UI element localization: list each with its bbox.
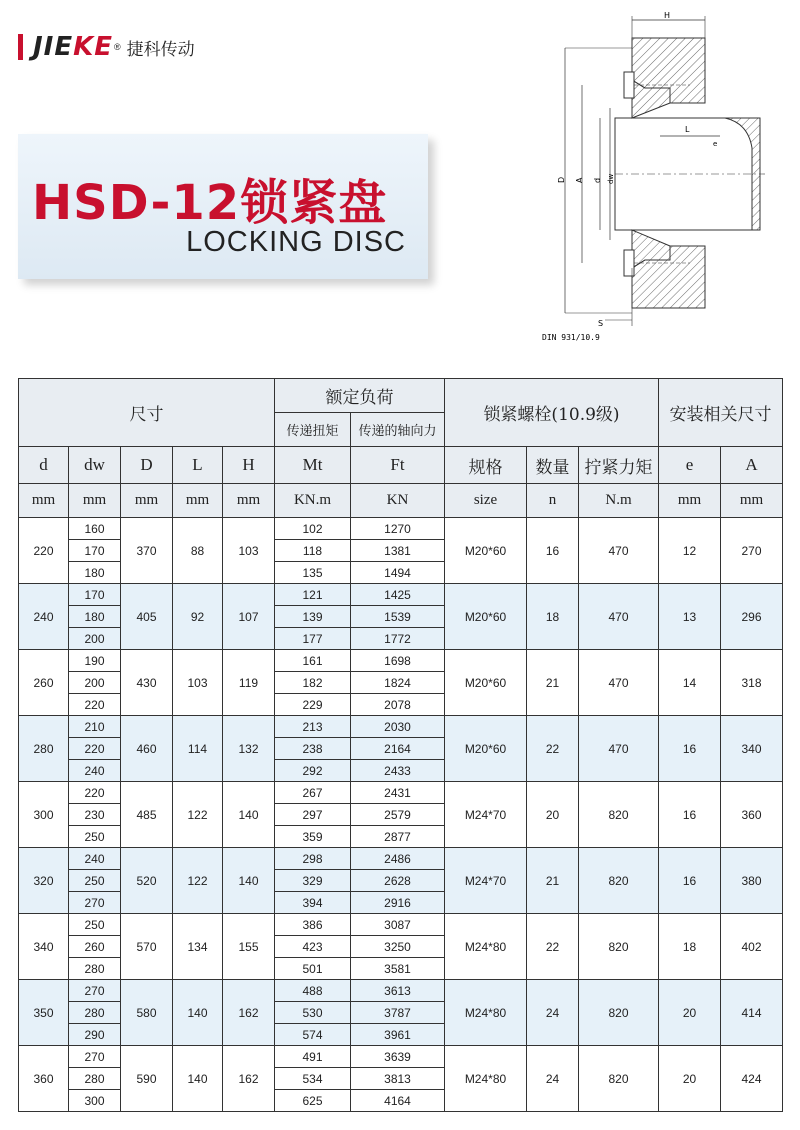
cell-mt: 298: [275, 848, 351, 870]
cell-bolt-count: 20: [527, 782, 579, 848]
cell-D: 570: [121, 914, 173, 980]
cell-ft: 1772: [351, 628, 445, 650]
cell-e: 18: [659, 914, 721, 980]
cell-D: 520: [121, 848, 173, 914]
cell-mt: 359: [275, 826, 351, 848]
cell-e: 16: [659, 716, 721, 782]
cell-mt: 139: [275, 606, 351, 628]
cell-bolt-count: 18: [527, 584, 579, 650]
column-symbol: L: [173, 447, 223, 484]
header-dimensions: 尺寸: [19, 379, 275, 447]
cell-ft: 3787: [351, 1002, 445, 1024]
column-unit: n: [527, 484, 579, 518]
cell-ft: 2433: [351, 760, 445, 782]
cell-dw: 200: [69, 628, 121, 650]
cell-ft: 2030: [351, 716, 445, 738]
cell-ft: 4164: [351, 1090, 445, 1112]
cell-d: 350: [19, 980, 69, 1046]
cell-H: 155: [223, 914, 275, 980]
product-title: HSD-12锁紧盘: [32, 175, 388, 231]
column-unit: mm: [173, 484, 223, 518]
cell-A: 380: [721, 848, 783, 914]
cell-D: 430: [121, 650, 173, 716]
cell-mt: 329: [275, 870, 351, 892]
cell-ft: 1270: [351, 518, 445, 540]
cell-mt: 135: [275, 562, 351, 584]
cell-dw: 240: [69, 760, 121, 782]
cell-d: 260: [19, 650, 69, 716]
cell-dw: 250: [69, 826, 121, 848]
cell-mt: 229: [275, 694, 351, 716]
cross-section-drawing: [520, 8, 790, 348]
cell-dw: 170: [69, 584, 121, 606]
cell-tightening-torque: 820: [579, 782, 659, 848]
cell-ft: 1698: [351, 650, 445, 672]
cell-mt: 625: [275, 1090, 351, 1112]
cell-D: 460: [121, 716, 173, 782]
cell-H: 103: [223, 518, 275, 584]
cell-dw: 220: [69, 782, 121, 804]
product-subtitle: LOCKING DISC: [186, 226, 406, 258]
cell-ft: 1539: [351, 606, 445, 628]
column-unit: size: [445, 484, 527, 518]
brand-logo: [18, 32, 195, 62]
cell-dw: 190: [69, 650, 121, 672]
cell-H: 162: [223, 1046, 275, 1112]
cell-ft: 2078: [351, 694, 445, 716]
cell-dw: 270: [69, 980, 121, 1002]
cell-ft: 2916: [351, 892, 445, 914]
cell-dw: 300: [69, 1090, 121, 1112]
cell-dw: 200: [69, 672, 121, 694]
cell-ft: 1494: [351, 562, 445, 584]
cell-bolt-size: M24*70: [445, 848, 527, 914]
cell-e: 20: [659, 980, 721, 1046]
column-symbol: H: [223, 447, 275, 484]
cell-bolt-size: M24*80: [445, 914, 527, 980]
bolt-bottom: [624, 250, 634, 276]
cell-d: 240: [19, 584, 69, 650]
cell-A: 296: [721, 584, 783, 650]
cell-bolt-count: 16: [527, 518, 579, 584]
cell-d: 300: [19, 782, 69, 848]
cell-dw: 250: [69, 870, 121, 892]
cell-mt: 534: [275, 1068, 351, 1090]
cell-A: 340: [721, 716, 783, 782]
cell-d: 320: [19, 848, 69, 914]
cell-D: 370: [121, 518, 173, 584]
cell-mt: 386: [275, 914, 351, 936]
cell-dw: 170: [69, 540, 121, 562]
cell-dw: 210: [69, 716, 121, 738]
bolt-top: [624, 72, 634, 98]
cell-D: 580: [121, 980, 173, 1046]
cell-dw: 180: [69, 606, 121, 628]
cell-mt: 530: [275, 1002, 351, 1024]
cell-H: 132: [223, 716, 275, 782]
cell-A: 318: [721, 650, 783, 716]
cell-dw: 280: [69, 1002, 121, 1024]
cell-mt: 177: [275, 628, 351, 650]
dim-label-S: S: [598, 319, 604, 328]
cell-ft: 2431: [351, 782, 445, 804]
cell-dw: 220: [69, 738, 121, 760]
cell-A: 424: [721, 1046, 783, 1112]
header-torque: 传递扭矩: [275, 413, 351, 447]
cell-d: 360: [19, 1046, 69, 1112]
cell-ft: 3581: [351, 958, 445, 980]
cell-dw: 280: [69, 1068, 121, 1090]
column-symbol: Ft: [351, 447, 445, 484]
cell-e: 20: [659, 1046, 721, 1112]
cell-d: 340: [19, 914, 69, 980]
cell-bolt-count: 22: [527, 716, 579, 782]
cell-bolt-size: M20*60: [445, 584, 527, 650]
cell-tightening-torque: 820: [579, 980, 659, 1046]
cell-ft: 3250: [351, 936, 445, 958]
cell-e: 12: [659, 518, 721, 584]
cell-H: 140: [223, 848, 275, 914]
spec-table: [18, 378, 783, 1112]
cell-dw: 270: [69, 1046, 121, 1068]
cell-mt: 121: [275, 584, 351, 606]
cell-mt: 267: [275, 782, 351, 804]
cell-bolt-count: 21: [527, 650, 579, 716]
cell-tightening-torque: 470: [579, 584, 659, 650]
cell-mt: 297: [275, 804, 351, 826]
cell-ft: 2877: [351, 826, 445, 848]
cell-ft: 3961: [351, 1024, 445, 1046]
cell-H: 162: [223, 980, 275, 1046]
column-symbol: d: [19, 447, 69, 484]
cell-tightening-torque: 820: [579, 914, 659, 980]
table-row: [19, 518, 783, 540]
header-rated-load: 额定负荷: [275, 379, 445, 413]
cell-bolt-count: 21: [527, 848, 579, 914]
cell-ft: 2486: [351, 848, 445, 870]
brand-name-part2: KE: [73, 32, 114, 62]
cell-dw: 250: [69, 914, 121, 936]
cell-mt: 501: [275, 958, 351, 980]
cell-L: 114: [173, 716, 223, 782]
cell-bolt-size: M20*60: [445, 716, 527, 782]
cell-e: 14: [659, 650, 721, 716]
cell-D: 485: [121, 782, 173, 848]
table-row: [19, 716, 783, 738]
cell-tightening-torque: 470: [579, 518, 659, 584]
cell-mt: 488: [275, 980, 351, 1002]
cell-L: 88: [173, 518, 223, 584]
title-box: [18, 134, 428, 279]
cell-bolt-size: M24*70: [445, 782, 527, 848]
cell-dw: 160: [69, 518, 121, 540]
din-label: DIN 931/10.9: [542, 333, 600, 342]
table-row: [19, 914, 783, 936]
cell-dw: 290: [69, 1024, 121, 1046]
cell-L: 122: [173, 782, 223, 848]
cell-ft: 2628: [351, 870, 445, 892]
cell-ft: 1381: [351, 540, 445, 562]
header-bolts: 锁紧螺栓(10.9级): [445, 379, 659, 447]
cell-tightening-torque: 470: [579, 650, 659, 716]
cell-mt: 102: [275, 518, 351, 540]
cell-L: 134: [173, 914, 223, 980]
cell-ft: 1824: [351, 672, 445, 694]
cell-ft: 2164: [351, 738, 445, 760]
table-row: [19, 848, 783, 870]
column-symbol: D: [121, 447, 173, 484]
cell-d: 220: [19, 518, 69, 584]
cell-bolt-size: M20*60: [445, 650, 527, 716]
cell-dw: 260: [69, 936, 121, 958]
cell-bolt-size: M20*60: [445, 518, 527, 584]
table-header: [19, 379, 783, 518]
dim-label-H: H: [664, 11, 671, 20]
table-row: [19, 782, 783, 804]
cell-mt: 574: [275, 1024, 351, 1046]
cell-ft: 3813: [351, 1068, 445, 1090]
column-symbol: Mt: [275, 447, 351, 484]
column-symbol: dw: [69, 447, 121, 484]
column-symbol: e: [659, 447, 721, 484]
column-unit: mm: [121, 484, 173, 518]
cell-bolt-size: M24*80: [445, 1046, 527, 1112]
cell-dw: 230: [69, 804, 121, 826]
column-symbol: 拧紧力矩: [579, 447, 659, 484]
cell-L: 92: [173, 584, 223, 650]
cell-A: 360: [721, 782, 783, 848]
cell-mt: 491: [275, 1046, 351, 1068]
column-unit: mm: [223, 484, 275, 518]
table-row: [19, 584, 783, 606]
cell-H: 107: [223, 584, 275, 650]
dim-label-D: D: [557, 176, 566, 183]
cell-dw: 240: [69, 848, 121, 870]
cell-H: 140: [223, 782, 275, 848]
cell-mt: 292: [275, 760, 351, 782]
table-body: [19, 518, 783, 1112]
column-symbol: 数量: [527, 447, 579, 484]
cell-L: 122: [173, 848, 223, 914]
brand-name-part1: JIE: [33, 32, 74, 62]
cell-H: 119: [223, 650, 275, 716]
cell-mt: 394: [275, 892, 351, 914]
cell-ft: 3639: [351, 1046, 445, 1068]
cell-A: 402: [721, 914, 783, 980]
cell-ft: 3613: [351, 980, 445, 1002]
column-unit: KN.m: [275, 484, 351, 518]
cell-L: 140: [173, 1046, 223, 1112]
cell-A: 414: [721, 980, 783, 1046]
cell-dw: 280: [69, 958, 121, 980]
cell-ft: 3087: [351, 914, 445, 936]
cell-bolt-count: 24: [527, 1046, 579, 1112]
table-row: [19, 650, 783, 672]
column-unit: mm: [721, 484, 783, 518]
header-install: 安装相关尺寸: [659, 379, 783, 447]
table-row: [19, 1046, 783, 1068]
cell-tightening-torque: 470: [579, 716, 659, 782]
dim-label-dw: dw: [607, 173, 615, 184]
brand-name: [33, 32, 113, 62]
cell-bolt-count: 22: [527, 914, 579, 980]
column-unit: mm: [659, 484, 721, 518]
cell-mt: 213: [275, 716, 351, 738]
table-row: [19, 980, 783, 1002]
cell-dw: 270: [69, 892, 121, 914]
column-unit: mm: [19, 484, 69, 518]
cell-D: 590: [121, 1046, 173, 1112]
cell-mt: 161: [275, 650, 351, 672]
dim-label-e: e: [713, 140, 718, 148]
column-unit: mm: [69, 484, 121, 518]
cell-dw: 180: [69, 562, 121, 584]
cell-A: 270: [721, 518, 783, 584]
column-unit: N.m: [579, 484, 659, 518]
cell-tightening-torque: 820: [579, 848, 659, 914]
dim-label-d: d: [593, 177, 602, 183]
column-symbol: A: [721, 447, 783, 484]
column-symbol: 规格: [445, 447, 527, 484]
brand-name-cn: 捷科传动: [126, 39, 195, 60]
cell-D: 405: [121, 584, 173, 650]
cell-mt: 423: [275, 936, 351, 958]
cell-e: 13: [659, 584, 721, 650]
cell-L: 140: [173, 980, 223, 1046]
logo-bar: [18, 34, 23, 60]
cell-tightening-torque: 820: [579, 1046, 659, 1112]
header-axial: 传递的轴向力: [351, 413, 445, 447]
cell-mt: 182: [275, 672, 351, 694]
cell-d: 280: [19, 716, 69, 782]
cell-ft: 2579: [351, 804, 445, 826]
cell-e: 16: [659, 782, 721, 848]
dim-label-A: A: [575, 177, 584, 183]
dim-label-L: L: [685, 125, 690, 134]
cell-mt: 238: [275, 738, 351, 760]
registered-mark: ®: [114, 42, 121, 52]
cell-e: 16: [659, 848, 721, 914]
cell-ft: 1425: [351, 584, 445, 606]
cell-dw: 220: [69, 694, 121, 716]
cell-bolt-size: M24*80: [445, 980, 527, 1046]
cell-L: 103: [173, 650, 223, 716]
cell-bolt-count: 24: [527, 980, 579, 1046]
column-unit: KN: [351, 484, 445, 518]
cell-mt: 118: [275, 540, 351, 562]
